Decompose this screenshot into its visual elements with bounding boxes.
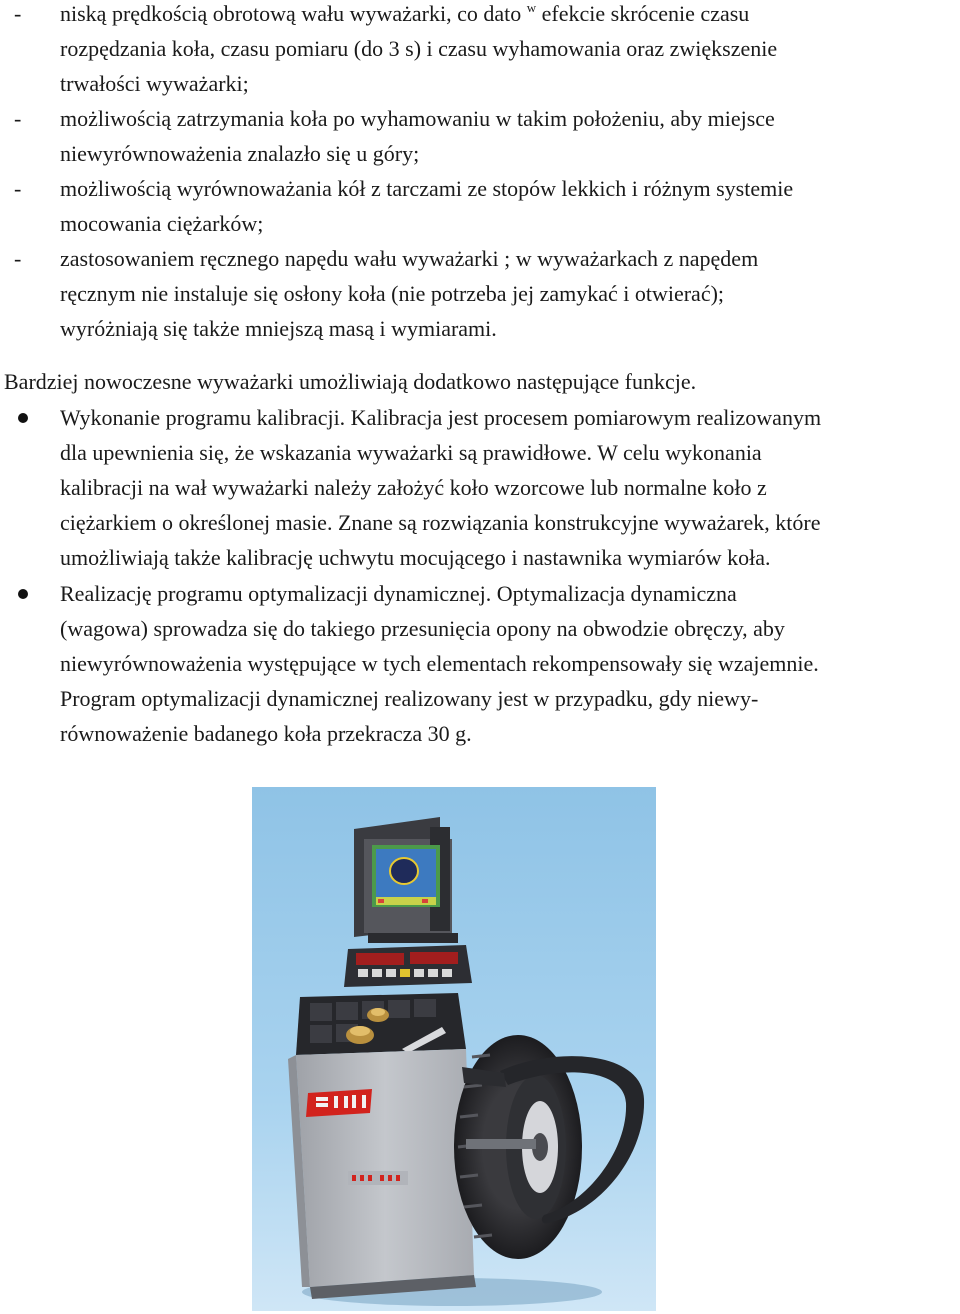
digital-display: [356, 953, 404, 965]
text-line: niewyrównoważenia znalazło się u góry;: [60, 141, 420, 166]
text-line: ciężarkiem o określonej masie. Znane są rozwiązania konstrukcyjne wyważarek, które: [60, 510, 821, 535]
text-line-part: efekcie skrócenie czasu: [541, 1, 750, 26]
text-line: wyróżniają się także mniejszą masą i wymiarami.: [60, 316, 497, 341]
text-line: niewyrównoważenia występujące w tych elementach rekompensowały się wzajemnie.: [60, 651, 819, 676]
text-line: możliwością wyrównoważania kół z tarczami ze stopów lekkich i różnym systemie: [60, 176, 794, 201]
dash-mark: -: [14, 176, 22, 201]
text-line: Program optymalizacji dynamicznej realizowany jest w przypadku, gdy niewy-: [60, 686, 759, 711]
dash-mark: -: [14, 1, 22, 26]
wheel-balancer-photo: [252, 787, 656, 1311]
weight-tray: [296, 993, 466, 1055]
wheel-graphic-icon: [390, 858, 418, 884]
superscript: w: [526, 0, 537, 15]
text-line: dla upewnienia się, że wskazania wyważarki są prawidłowe. W celu wykonania: [60, 440, 762, 465]
intro-paragraph: Bardziej nowoczesne wyważarki umożliwiają dodatkowo następujące funkcje.: [4, 369, 697, 394]
bullet-dot-icon: [18, 413, 28, 423]
text-line: równoważenie badanego koła przekracza 30 g.: [60, 721, 472, 746]
text-line: Wykonanie programu kalibracji. Kalibracja jest procesem pomiarowym realizowanym: [60, 405, 822, 430]
dash-mark: -: [14, 246, 22, 271]
digital-display: [410, 952, 458, 964]
dash-mark: -: [14, 106, 22, 131]
text-line: umożliwiają także kalibrację uchwytu mocującego i nastawnika wymiarów koła.: [60, 545, 771, 570]
text-line: mocowania ciężarków;: [60, 211, 264, 236]
text-line: ręcznym nie instaluje się osłony koła (nie potrzeba jej zamykać i otwierać);: [60, 281, 725, 306]
text-line: rozpędzania koła, czasu pomiaru (do 3 s) i czasu wyhamowania oraz zwiększenie: [60, 36, 778, 61]
monitor: [354, 817, 458, 943]
cabinet: [288, 1049, 476, 1299]
text-line: Realizację programu optymalizacji dynamicznej. Optymalizacja dynamiczna: [60, 581, 737, 606]
shaft: [466, 1139, 536, 1149]
text-line: trwałości wyważarki;: [60, 71, 249, 96]
text-line: kalibracji na wał wyważarki należy założyć koło wzorcowe lub normalne koło z: [60, 475, 767, 500]
text-line: (wagowa) sprowadza się do takiego przesunięcia opony na obwodzie obręczy, aby: [60, 616, 785, 641]
control-panel: [344, 945, 472, 987]
text-line: możliwością zatrzymania koła po wyhamowaniu w takim położeniu, aby miejsce: [60, 106, 775, 131]
text-line: zastosowaniem ręcznego napędu wału wyważarki ; w wyważarkach z napędem: [60, 246, 759, 271]
bullet-dot-icon: [18, 589, 28, 599]
text-line: [60, 0, 749, 31]
text-line-part: niską prędkością obrotową wału wyważarki, co dato: [60, 1, 522, 26]
